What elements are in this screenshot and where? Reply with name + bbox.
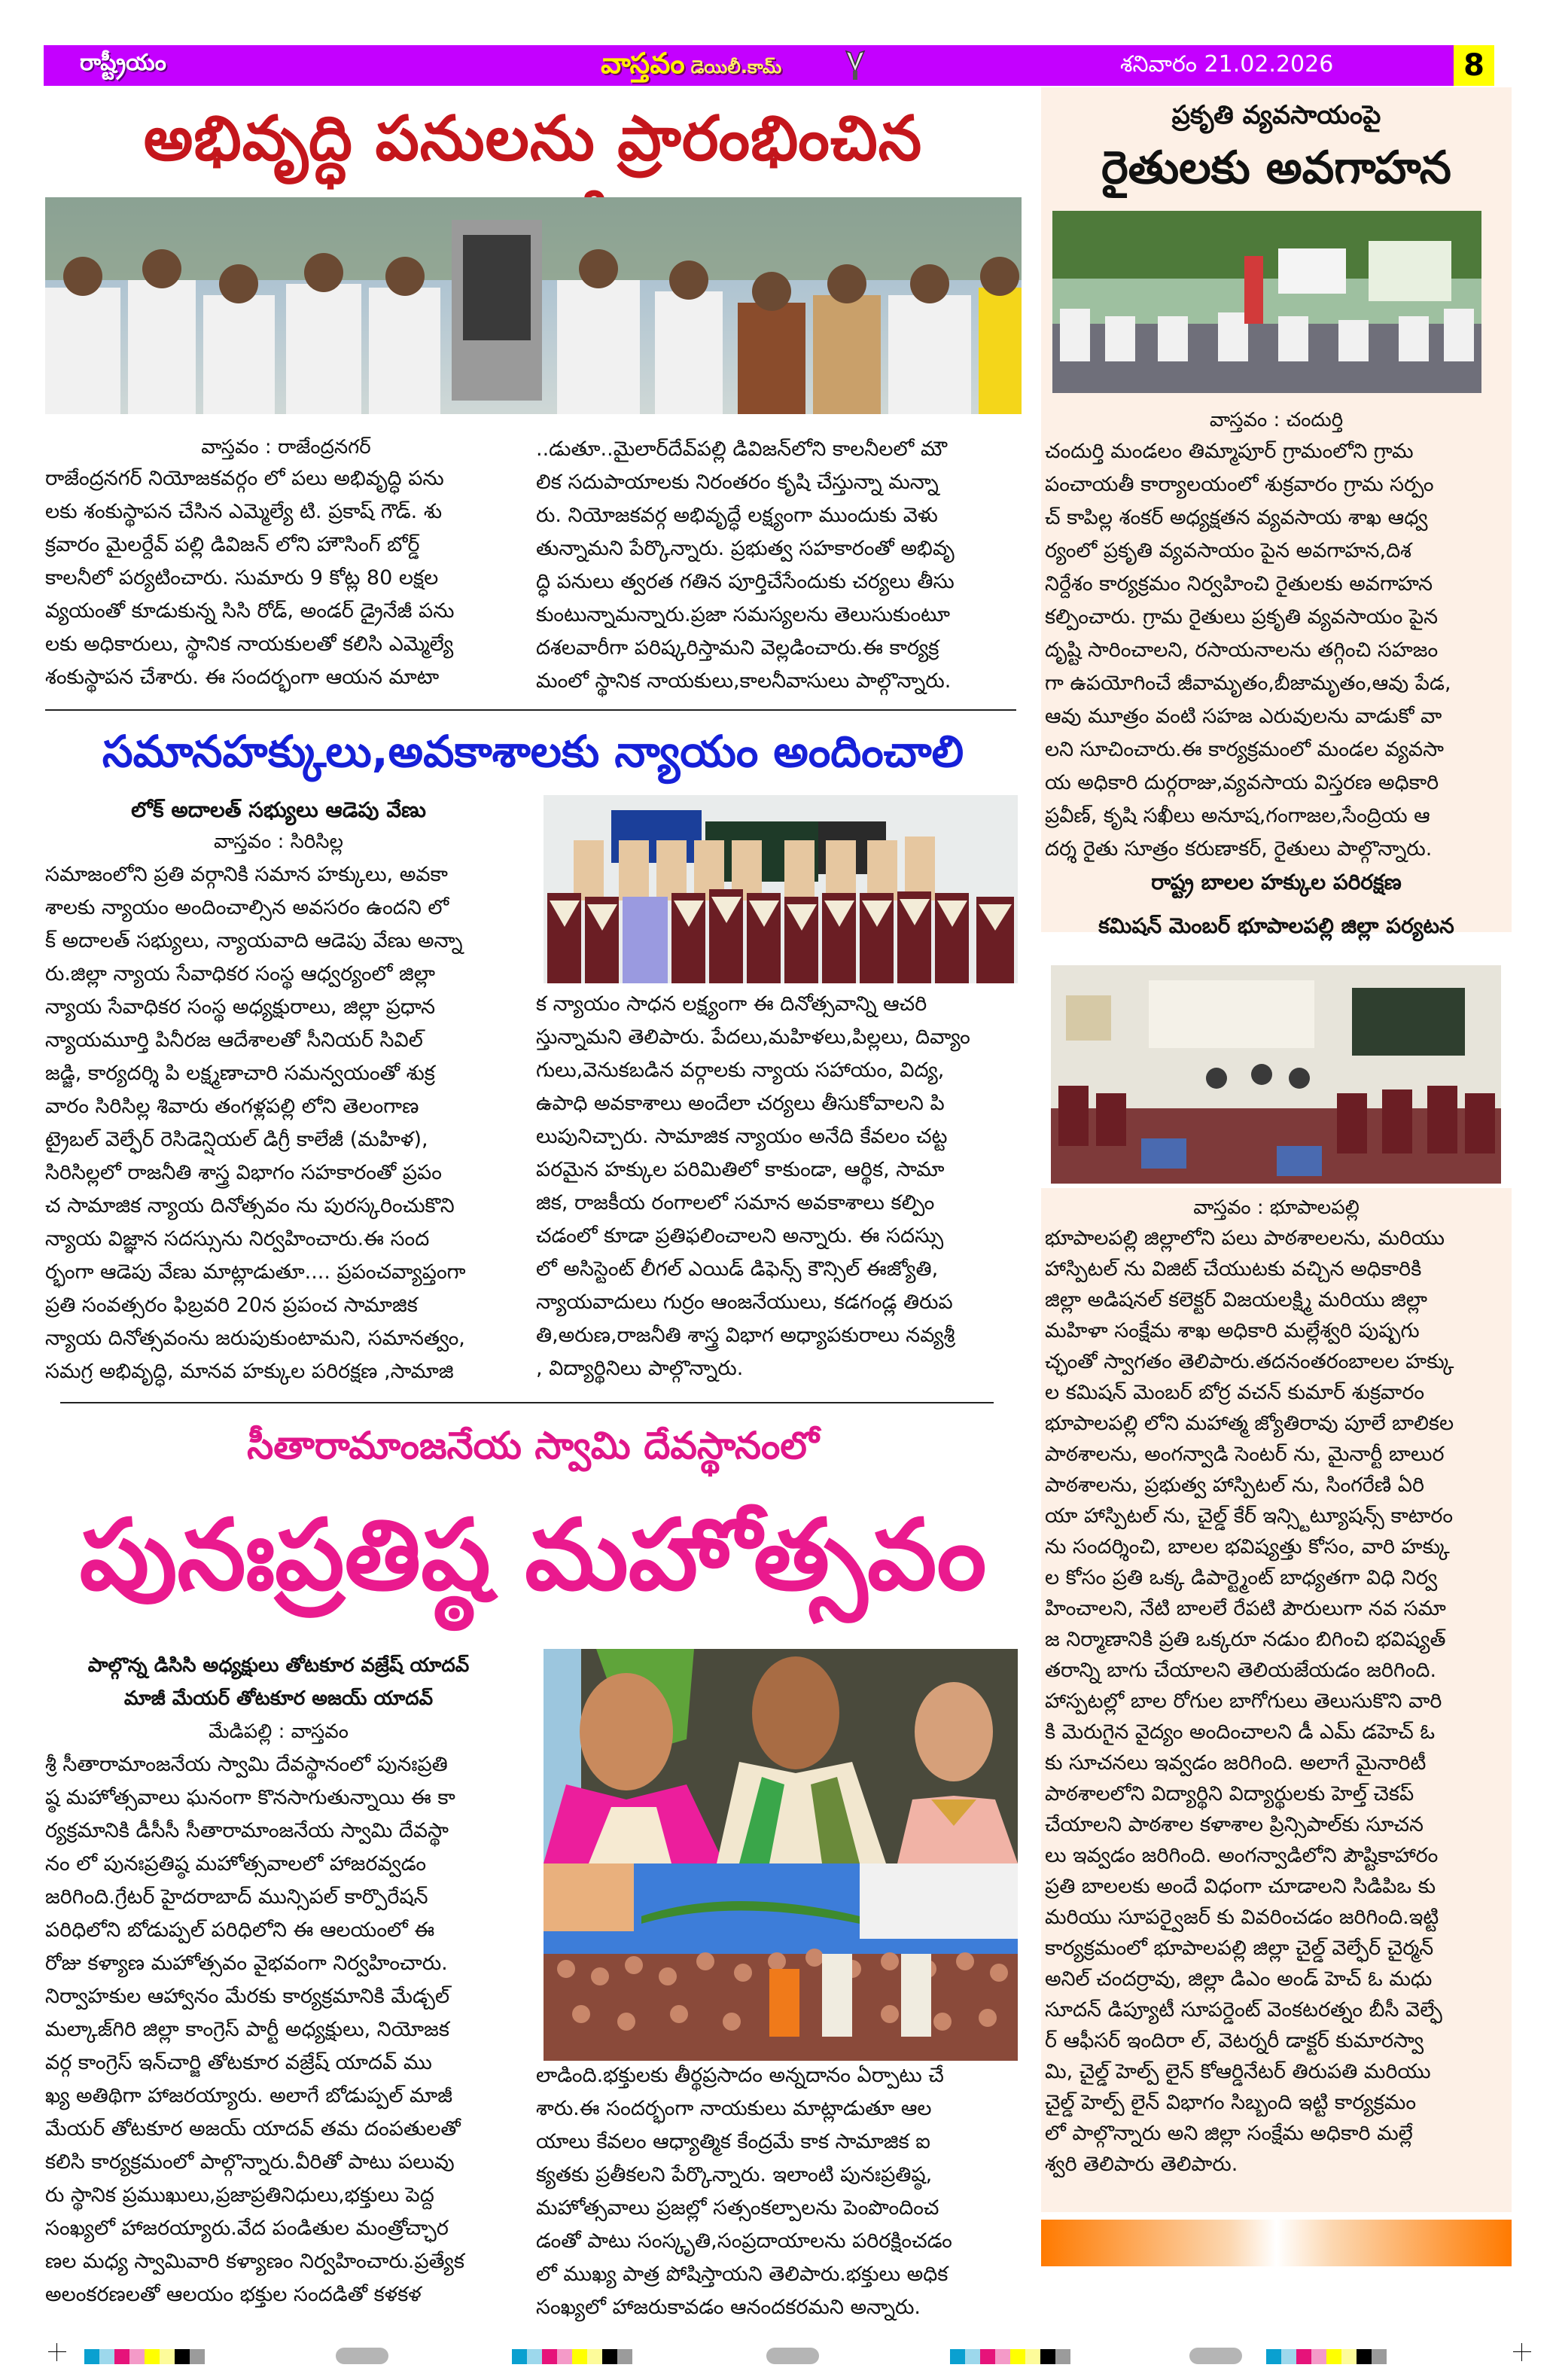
text-line: అనిల్ చందర్రావు, జిల్లా డిఎం అండ్ హెచ్ ఓ మధు xyxy=(1045,1967,1433,1991)
color-swatch xyxy=(99,2349,114,2364)
text-line: న్యాయమూర్తి పినీరజ ఆదేశాలతో సీనియర్ సివిల్ xyxy=(45,1028,423,1052)
text-line: మల్కాజ్‌గిరి జిల్లా కాంగ్రెస్ పార్టీ అధ్యక్షులు, నియోజక xyxy=(45,2018,449,2041)
crop-mark-icon xyxy=(48,2343,66,2361)
text-line: ష్ఠ మహోత్సవాలు ఘనంగా కొనసాగుతున్నాయి ఈ కా xyxy=(45,1786,455,1809)
text-line: ట్రైబల్ వెల్ఫేర్ రెసిడెన్షియల్ డిగ్రీ కాలేజీ (మహిళ), xyxy=(45,1128,428,1151)
text-line: కుంటున్నామన్నారు.ప్రజా సమస్యలను తెలుసుకుంటూ xyxy=(536,603,951,626)
color-swatch xyxy=(1296,2349,1311,2364)
text-line: క్రవారం మైలర్దేవ్ పల్లి డివిజన్ లోని హౌసింగ్ బోర్డ్ xyxy=(45,533,420,556)
text-line: రు.జిల్లా న్యాయ సేవాధికర సంస్థ ఆధ్వర్యంలో జిల్లా xyxy=(45,962,436,986)
text-line: చ సామాజిక న్యాయ దినోత్సవం ను పురస్కరించుకొని xyxy=(45,1194,455,1217)
text-line: లో అసిస్టెంట్ లీగల్ ఎయిడ్ డిఫెన్స్ కౌన్సిల్ ఈజ్యోతి, xyxy=(536,1257,939,1281)
text-line: ఆవు మూత్రం వంటి సహజ ఎరువులను వాడుకో వా xyxy=(1045,705,1442,728)
text-line: పాఠశాలను, ప్రభుత్వ హాస్పిటల్ ను, సింగరేణి ఏరి xyxy=(1045,1473,1425,1497)
text-line: కలిసి కార్యక్రమంలో పాల్గొన్నారు.వీరితో పాటు పలువు xyxy=(45,2150,455,2174)
text-line: సూదన్ డిప్యూటీ సూపర్డెంట్ వెంకటరత్నం బీసీ వెల్ఫే xyxy=(1045,1998,1442,2022)
color-swatch xyxy=(1281,2349,1296,2364)
color-swatch xyxy=(1326,2349,1341,2364)
color-swatch xyxy=(190,2349,205,2364)
story2-photo xyxy=(544,795,1018,983)
group-photo-image xyxy=(45,197,1022,414)
text-line: తి,అరుణ,రాజనీతి శాస్త్ర విభాగ అధ్యాపకురాలు నవ్యశ్రీ xyxy=(536,1324,955,1347)
story3-headline: పునఃప్రతిష్ఠ మహోత్సవం xyxy=(79,1498,987,1612)
color-swatch xyxy=(980,2349,995,2364)
text-line: జిక, రాజకీయ రంగాలలో సమాన అవకాశాలు కల్పిం xyxy=(536,1191,935,1214)
text-line: మహోత్సవాలు ప్రజల్లో సత్సంకల్పాలను పెంపొందించ xyxy=(536,2196,939,2220)
school-visit-photo-image xyxy=(1051,965,1501,1184)
text-line: క్ అదాలత్ సభ్యులు, న్యాయవాది ఆడెపు వేణు అన్నా xyxy=(45,929,463,952)
story2-subhead: లోక్ అదాలత్ సభ్యులు ఆడెపు వేణు xyxy=(131,797,426,822)
text-line: చేయాలని పాఠశాల కళాశాల ప్రిన్సిపాల్‌కు సూచన xyxy=(1045,1813,1424,1836)
text-line: ర్ ఆఫీసర్ ఇందిరా ల్, వెటర్నరీ డాక్టర్ కుమారస్వా xyxy=(1045,2029,1424,2052)
text-line: చ్ఛంతో స్వాగతం తెలిపారు.తదనంతరంబాలల హక్కు xyxy=(1045,1350,1454,1373)
text-line: వ్యయంతో కూడుకున్న సిసి రోడ్, అండర్ డ్రైనేజీ పను xyxy=(45,599,455,623)
text-line: నం లో పునఃప్రతిష్ఠ మహోత్సవాలలో హాజరవ్వడం xyxy=(45,1852,427,1876)
text-line: న్యాయ దినోత్సవంను జరుపుకుంటామని, సమానత్వం, xyxy=(45,1327,465,1350)
text-line: జ నిర్మాణానికి ప్రతి ఒక్కరూ నడుం బిగించి భవిష్యత్ xyxy=(1045,1628,1446,1651)
color-swatch xyxy=(160,2349,175,2364)
text-line: శాలకు న్యాయం అందించాల్సిన అవసరం ఉందని లో xyxy=(45,896,449,919)
text-line: ణల మధ్య స్వామివారి కళ్యాణం నిర్వహించారు.ప్రత్యేక xyxy=(45,2250,464,2273)
text-line: రోజు కళ్యాణ మహోత్సవం వైభవంగా నిర్వహించారు. xyxy=(45,1952,448,1975)
text-line: లు ఇవ్వడం జరిగింది. అంగన్వాడిలోని పౌష్టికాహారం xyxy=(1045,1844,1439,1867)
color-swatch xyxy=(1010,2349,1025,2364)
story1-column-1 xyxy=(45,462,519,694)
farmers-meeting-photo-image xyxy=(1052,211,1481,393)
color-swatch xyxy=(1025,2349,1040,2364)
color-calibration-bar xyxy=(512,2349,632,2364)
text-line: పరిధిలోని బోడుప్పల్ పరిధిలోని ఈ ఆలయంలో ఈ xyxy=(45,1918,435,1942)
color-swatch xyxy=(84,2349,99,2364)
text-line: స్తున్నామని తెలిపారు. పేదలు,మహిళలు,పిల్లలు, దివ్యాం xyxy=(536,1025,970,1049)
text-line: న్యాయ సేవాధికర సంస్థ అధ్యక్షురాలు, జిల్లా ప్రధాన xyxy=(45,995,436,1019)
sidebar2-headline-line1: రాష్ట్ర బాలల హక్కుల పరిరక్షణ xyxy=(1151,870,1402,894)
color-swatch xyxy=(572,2349,587,2364)
text-line: ప్రవీణ్, కృషి సఖీలు అనూష,గంగాజల,సేంద్రియ ఆ xyxy=(1045,804,1430,827)
text-line: క న్యాయం సాధన లక్ష్యంగా ఈ దినోత్సవాన్ని ఆచరి xyxy=(536,992,927,1016)
text-line: రాజేంద్రనగర్ నియోజకవర్గం లో పలు అభివృద్ధి పను xyxy=(45,467,444,490)
color-calibration-bar xyxy=(84,2349,205,2364)
text-line: జిల్లా అడిషనల్ కలెక్టర్ విజయలక్ష్మి మరియు జిల్లా xyxy=(1045,1288,1428,1312)
text-line: న్యాయ విజ్ఞాన సదస్సును నిర్వహించారు.ఈ సంద xyxy=(45,1227,430,1251)
text-line: భూపాలపల్లి లోని మహాత్మ జ్యోతిరావు పూలే బాలికల xyxy=(1045,1412,1454,1435)
text-line: య అధికారి దుర్గరాజు,వ్యవసాయ విస్తరణ అధికారి xyxy=(1045,771,1439,794)
color-calibration-bar xyxy=(1266,2349,1387,2364)
page-number: 8 xyxy=(1451,45,1494,86)
sidebar1-dateline: వాస్తవం : చందుర్తి xyxy=(1209,409,1344,431)
text-line: పంచాయతీ కార్యాలయంలో శుక్రవారం గ్రామ సర్పం xyxy=(1045,473,1434,496)
issue-date: శనివారం 21.02.2026 xyxy=(1120,51,1334,78)
text-line: లో ముఖ్య పాత్ర పోషిస్తాయని తెలిపారు.భక్తులు అధిక xyxy=(536,2263,949,2286)
story2-column-1 xyxy=(45,858,519,1388)
story1-headline: అభివృద్ధి పనులను ప్రారంభించిన xyxy=(143,103,923,175)
section-name: రాష్ట్రీయం xyxy=(80,50,166,76)
text-line: సమాజంలోని ప్రతి వర్గానికి సమాన హక్కులు, అవకా xyxy=(45,863,448,886)
story1-column-2 xyxy=(536,433,1018,698)
leaders-photo-image xyxy=(544,1649,1018,1863)
text-line: మహిళా సంక్షేమ శాఖ అధికారి మల్లేశ్వరి పుష్పగు xyxy=(1045,1319,1420,1342)
text-line: మరియు సూపర్వైజర్ కు వివరించడం జరిగింది.ఇట్టి xyxy=(1045,1906,1439,1929)
text-line: లాడింది.భక్తులకు తీర్థప్రసాదం అన్నదానం ఏర్పాటు చే xyxy=(536,2064,944,2087)
story2-dateline: వాస్తవం : సిరిసిల్ల xyxy=(213,830,343,853)
text-line: మి, చైల్డ్ హెల్ప్ లైన్ కోఆర్డినేటర్ తిరుపతి మరియు xyxy=(1045,2060,1431,2083)
color-swatch xyxy=(542,2349,557,2364)
color-swatch xyxy=(602,2349,617,2364)
text-line: కార్యక్రమంలో భూపాలపల్లి జిల్లా చైల్డ్ వెల్ఫేర్ చైర్మన్ xyxy=(1045,1937,1434,1960)
text-line: మేయర్ తోటకూర అజయ్ యాదవ్ తమ దంపతులతో xyxy=(45,2117,461,2141)
masthead-bar xyxy=(44,45,1494,86)
text-line: చందుర్తి మండలం తిమ్మాపూర్ గ్రామంలోని గ్రామ xyxy=(1045,440,1414,463)
text-line: నిర్దేశం కార్యక్రమం నిర్వహించి రైతులకు అవగాహన xyxy=(1045,572,1433,596)
text-line: హించాలని, నేటి బాలలే రేపటి పౌరులుగా నవ సమా xyxy=(1045,1597,1446,1620)
color-swatch xyxy=(512,2349,527,2364)
text-line: తున్నామని పేర్కొన్నారు. ప్రభుత్వ సహకారంతో అభివృ xyxy=(536,537,955,560)
text-line: జడ్జి, కార్యదర్శి పి లక్ష్మణాచారి సమన్వయంతో శుక్ర xyxy=(45,1062,435,1085)
text-line: రు స్థానిక ప్రముఖులు,ప్రజాప్రతినిధులు,భక్తులు పెద్ద xyxy=(45,2183,434,2207)
sidebar1-kicker: ప్రకృతి వ్యవసాయంపై xyxy=(1171,100,1381,130)
story1-dateline: వాస్తవం : రాజేంద్రనగర్ xyxy=(201,436,371,459)
text-line: సమగ్ర అభివృద్ధి, మానవ హక్కుల పరిరక్షణ ,సామాజి xyxy=(45,1360,454,1383)
newspaper-logo xyxy=(601,47,781,87)
text-line: జరిగింది.గ్రేటర్ హైదరాబాద్ మున్సిపల్ కార్పొరేషన్ xyxy=(45,1885,428,1909)
registration-pill xyxy=(336,2348,388,2364)
text-line: ర్యంలో ప్రకృతి వ్యవసాయం పైన అవగాహన,దిశ xyxy=(1045,539,1411,562)
text-line: ను సందర్శించి, బాలల భవిష్యత్తు కోసం, వారి హక్కు xyxy=(1045,1535,1450,1559)
text-line: ఉపాధి అవకాశాలు అందేలా చర్యలు తీసుకోవాలని పి xyxy=(536,1092,945,1115)
story3-kicker: సీతారామాంజనేయ స్వామి దేవస్థానంలో xyxy=(247,1424,819,1467)
text-line: , విద్యార్థినిలు పాల్గొన్నారు. xyxy=(536,1357,744,1380)
sidebar1-photo xyxy=(1052,211,1481,393)
text-line: లకు అధికారులు, స్థానిక నాయకులతో కలిసి ఎమ్మెల్యే xyxy=(45,632,454,656)
text-line: వర్గ కాంగ్రెస్ ఇన్‌చార్జి తోటకూర వజ్రేష్ యాదవ్ ము xyxy=(45,2051,432,2074)
color-swatch xyxy=(175,2349,190,2364)
story2-headline: సమానహక్కులు,అవకాశాలకు న్యాయం అందించాలి xyxy=(102,726,964,777)
sidebar1-body xyxy=(1045,435,1504,866)
text-line: కు సూచనలు ఇవ్వడం జరిగింది. అలాగే మైనారిటీ xyxy=(1045,1751,1427,1775)
text-line: శారు.ఈ సందర్భంగా నాయకులు మాట్లాడుతూ ఆల xyxy=(536,2097,932,2120)
color-swatch xyxy=(145,2349,160,2364)
story3-photo-leaders xyxy=(544,1649,1018,1863)
text-line: ర్యక్రమానికి డీసీసీ సీతారామాంజనేయ స్వామి దేవస్థా xyxy=(45,1819,449,1842)
color-swatch xyxy=(1055,2349,1070,2364)
section-divider xyxy=(45,709,1016,711)
text-line: తరాన్ని బాగు చేయాలని తెలియజేయడం జరిగింది. xyxy=(1045,1659,1437,1682)
text-line: పాఠశాలను, అంగన్వాడి సెంటర్ ను, మైనార్టీ బాలుర xyxy=(1045,1443,1445,1466)
text-line: న్యాయవాదులు గుర్రం ఆంజనేయులు, కడగండ్ల తిరుప xyxy=(536,1291,953,1314)
color-swatch xyxy=(1266,2349,1281,2364)
color-calibration-bar xyxy=(950,2349,1070,2364)
bird-logo-icon xyxy=(842,50,869,81)
text-line: లకు శంకుస్థాపన చేసిన ఎమ్మెల్యే టి. ప్రకాష్ గౌడ్. శు xyxy=(45,500,443,523)
color-swatch xyxy=(1341,2349,1357,2364)
text-line: శ్రీ సీతారామాంజనేయ స్వామి దేవస్థానంలో పునఃప్రతి xyxy=(45,1753,448,1776)
text-line: డంతో పాటు సంస్కృతి,సంప్రదాయాలను పరిరక్షించడం xyxy=(536,2229,952,2253)
text-line: గులు,వెనుకబడిన వర్గాలకు న్యాయ సహాయం, విద్య, xyxy=(536,1059,945,1082)
color-swatch xyxy=(587,2349,602,2364)
text-line: ..డుతూ..మైలార్‌దేవ్‌పల్లి డివిజన్‌లోని కాలనీలలో మౌ xyxy=(536,437,948,461)
registration-pill xyxy=(1189,2348,1242,2364)
text-line: కాలనీలో పర్యటించారు. సుమారు 9 కోట్ల 80 లక్షల xyxy=(45,566,439,590)
text-line: ప్రతి సంవత్సరం ఫిబ్రవరి 20న ప్రపంచ సామాజిక xyxy=(45,1294,418,1317)
text-line: నిర్వాహకుల ఆహ్వానం మేరకు కార్యక్రమానికి మేడ్చల్ xyxy=(45,1985,450,2008)
text-line: దశలవారీగా పరిష్కరిస్తామని వెల్లడించారు.ఈ కార్యక్ర xyxy=(536,636,939,660)
text-line: శంకుస్థాపన చేశారు. ఈ సందర్భంగా ఆయన మాటా xyxy=(45,666,440,689)
sidebar2-dateline: వాస్తవం : భూపాలపల్లి xyxy=(1193,1196,1360,1219)
text-line: రు. నియోజకవర్గ అభివృద్ధే లక్ష్యంగా ముందుకు వెళు xyxy=(536,504,938,527)
story3-subhead-2: మాజీ మేయర్ తోటకూర అజయ్ యాదవ్ xyxy=(123,1687,434,1710)
story3-photo-crowd xyxy=(544,1863,1018,2061)
text-line: సిరిసిల్లలో రాజనీతి శాస్త్ర విభాగం సహకారంతో ప్రపం xyxy=(45,1161,442,1184)
text-line: దృష్టి సారించాలని, రసాయనాలను తగ్గించి సహజం xyxy=(1045,638,1439,662)
text-line: దర్శ రైతు సూత్రం కరుణాకర్, రైతులు పాల్గొన్నారు. xyxy=(1045,837,1433,861)
text-line: పాఠశాలలోని విద్యార్థిని విద్యార్థులకు హెల్త్ చెకప్ xyxy=(1045,1782,1414,1806)
color-swatch xyxy=(1311,2349,1326,2364)
text-line: చైల్డ్ హెల్ప్ లైన్ విభాగం సిబ్బంది ఇట్టి కార్యక్రమం xyxy=(1045,2091,1417,2114)
color-swatch xyxy=(950,2349,965,2364)
section-divider xyxy=(60,1402,994,1403)
story3-column-1 xyxy=(45,1748,519,2311)
text-line: గా ఉపయోగించే జీవామృతం,బీజామృతం,ఆవు పేడ, xyxy=(1045,672,1451,695)
text-line: లో పాల్గొన్నారు అని జిల్లా సంక్షేమ అధికారి మల్లే xyxy=(1045,2122,1413,2145)
text-line: యా హాస్పిటల్ ను, చైల్డ్ కేర్ ఇన్స్టిట్యూషన్స్ కాటారం xyxy=(1045,1504,1454,1528)
text-line: చ్ కాపిల్ల శంకర్ అధ్యక్షతన వ్యవసాయ శాఖ ఆధ్వ xyxy=(1045,506,1428,529)
crop-mark-icon xyxy=(1513,2343,1531,2361)
decorative-orange-band xyxy=(1041,2220,1512,2266)
registration-pill xyxy=(766,2348,819,2364)
students-photo-image xyxy=(544,795,1018,983)
text-line: శ్వరి తెలిపారు తెలిపారు. xyxy=(1045,2153,1238,2176)
story2-column-2 xyxy=(536,988,1018,1385)
text-line: చడంలో కూడా ప్రతిఫలించాలని అన్నారు. ఈ సదస్సు xyxy=(536,1224,944,1248)
sidebar2-headline-line2: కమిషన్ మెంబర్ భూపాలపల్లి జిల్లా పర్యటన xyxy=(1098,913,1454,938)
logo-text: వాస్తవం xyxy=(601,47,685,80)
text-line: క్యతకు ప్రతీకలని పేర్కొన్నారు. ఇలాంటి పునఃప్రతిష్ఠ, xyxy=(536,2163,933,2186)
sidebar2-body xyxy=(1045,1223,1504,2180)
sidebar1-headline: రైతులకు అవగాహన xyxy=(1101,142,1451,194)
color-swatch xyxy=(1357,2349,1372,2364)
color-swatch xyxy=(129,2349,145,2364)
color-swatch xyxy=(114,2349,129,2364)
text-line: కి మెరుగైన వైద్యం అందించాలని డీ ఎమ్ డహెచ్ ఓ xyxy=(1045,1720,1436,1744)
text-line: సంఖ్యలో హాజరయ్యారు.వేద పండితుల మంత్రోచ్ఛార xyxy=(45,2217,449,2240)
color-swatch xyxy=(1372,2349,1387,2364)
text-line: హాస్పటల్లో బాల రోగుల బాగోగులు తెలుసుకొని వారి xyxy=(1045,1690,1442,1713)
story3-column-2 xyxy=(536,2059,1018,2324)
sidebar2-photo xyxy=(1051,965,1501,1184)
color-swatch xyxy=(965,2349,980,2364)
text-line: ఖ్య అతిథిగా హాజరయ్యారు. అలాగే బోడుప్పల్ మాజీ xyxy=(45,2084,453,2107)
color-swatch xyxy=(557,2349,572,2364)
text-line: యాలు కేవలం ఆధ్యాత్మిక కేంద్రమే కాక సామాజిక ఐ xyxy=(536,2130,930,2153)
text-line: కల్పించారు. గ్రామ రైతులు ప్రకృతి వ్యవసాయం పైన xyxy=(1045,605,1439,629)
text-line: లుపునిచ్చారు. సామాజిక న్యాయం అనేది కేవలం చట్ట xyxy=(536,1125,948,1148)
text-line: లని సూచించారు.ఈ కార్యక్రమంలో మండల వ్యవసా xyxy=(1045,738,1444,761)
text-line: మంలో స్థానిక నాయకులు,కాలనీవాసులు పాల్గొన్నారు. xyxy=(536,669,952,693)
color-swatch xyxy=(995,2349,1010,2364)
text-line: ర్భంగా ఆడెపు వేణు మాట్లాడుతూ.... ప్రపంచవ్యాప్తంగా xyxy=(45,1260,466,1284)
text-line: ల కోసం ప్రతి ఒక్క డిపార్ట్మెంట్ బాధ్యతగా విధి నిర్వ xyxy=(1045,1566,1438,1589)
text-line: వారం సిరిసిల్ల శివారు తంగళ్లపల్లి లోని తెలంగాణ xyxy=(45,1095,419,1118)
color-swatch xyxy=(1040,2349,1055,2364)
text-line: సంఖ్యలో హాజరుకావడం ఆనందకరమని అన్నారు. xyxy=(536,2296,921,2319)
text-line: ద్ధి పనులు త్వరత గతిన పూర్తిచేసేందుకు చర్యలు తీసు xyxy=(536,570,955,593)
text-line: ప్రతి బాలలకు అందే విధంగా చూడాలని సిడిపిఒ కు xyxy=(1045,1875,1436,1898)
text-line: ల కమిషన్ మెంబర్ బోర్ర వచన్ కుమార్ శుక్రవారం xyxy=(1045,1381,1425,1404)
story3-subhead-1: పాల్గొన్న డిసిసి అధ్యక్షులు తోటకూర వజ్రేష్ యాదవ్ xyxy=(87,1654,470,1677)
text-line: హాస్పిటల్ ను విజిట్ చేయుటకు వచ్చిన అధికారికి xyxy=(1045,1257,1422,1281)
color-swatch xyxy=(527,2349,542,2364)
text-line: భూపాలపల్లి జిల్లాలోని పలు పాఠశాలలను, మరియు xyxy=(1045,1227,1445,1250)
devotees-photo-image xyxy=(544,1863,1018,2061)
logo-subtext: డెయిలీ.కామ్ xyxy=(690,56,782,78)
text-line: లిక సదుపాయాలకు నిరంతరం కృషి చేస్తున్నా మన్నా xyxy=(536,471,939,494)
story3-dateline: మేడిపల్లి : వాస్తవం xyxy=(209,1720,349,1743)
story1-photo xyxy=(45,197,1022,414)
color-swatch xyxy=(617,2349,632,2364)
text-line: అలంకరణలతో ఆలయం భక్తుల సందడితో కళకళ xyxy=(45,2283,422,2306)
text-line: పరమైన హక్కుల పరిమితిలో కాకుండా, ఆర్థిక, సామా xyxy=(536,1158,945,1181)
